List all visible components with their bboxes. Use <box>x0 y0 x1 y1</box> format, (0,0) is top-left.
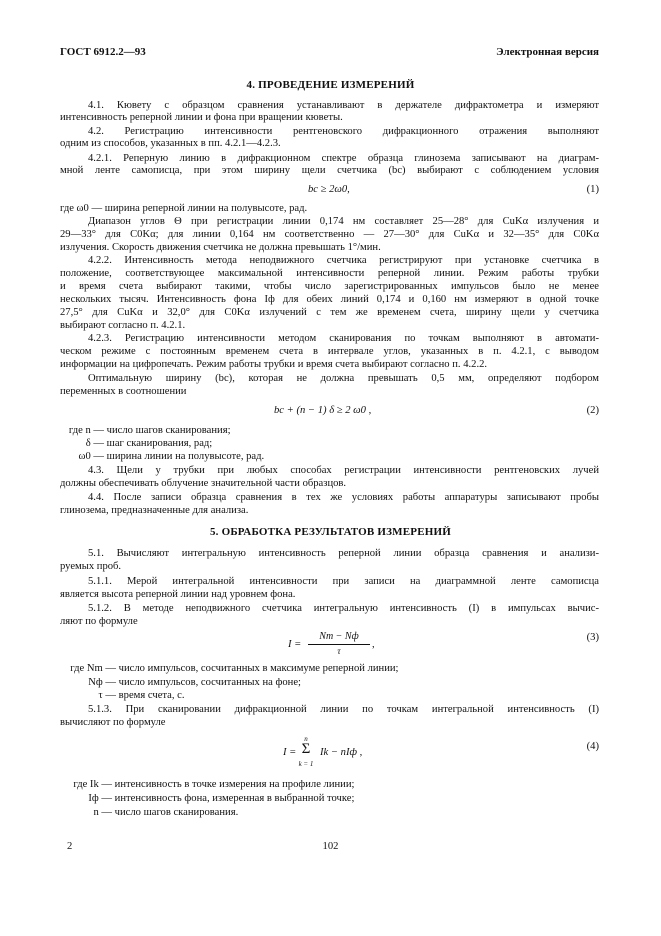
equation-3-where-nf: Nф — число импульсов, сосчитанных на фоне; <box>88 677 301 688</box>
para-4-3-line-2: должны обеспечивать облучение значительной части образцов. <box>60 478 347 489</box>
equation-4-where-n: n — число шагов сканирования. <box>93 807 239 818</box>
para-4-4-line-1: 4.4. После записи образца сравнения в тех же условиях работы аппаратуры записывают пробы <box>88 492 599 503</box>
equation-2-where-n: где n — число шагов сканирования; <box>68 425 231 436</box>
section-5-title: 5. ОБРАБОТКА РЕЗУЛЬТАТОВ ИЗМЕРЕНИЙ <box>209 526 452 538</box>
equation-3-denominator: τ <box>337 646 341 656</box>
para-4-2-2-line-3: и время счета выбирают такими, чтобы число зарегистрированных импульсов было не менее <box>60 281 599 292</box>
para-5-1-2-line-1: 5.1.2. В методе неподвижного счетчика интегральную интенсивность (I) в импульсах вычис- <box>88 603 599 614</box>
para-5-1-3-line-1: 5.1.3. При сканировании дифракционной линии по точкам интегральной интенсивность (I) <box>88 704 599 715</box>
para-5-1-2-line-2: ляют по формуле <box>60 616 138 627</box>
para-4-2-3-line-3: информации на цифропечать. Режим работы трубки и время счета выбирают согласно п. 4.2.2. <box>60 359 488 370</box>
equation-4-number: (4) <box>586 741 599 752</box>
equation-4-lhs: I = <box>283 747 297 758</box>
para-4-2-3-line-2: ческом режиме с постоянным временем счета в интервале углов, указанных в п. 4.2.1, с выводом <box>60 346 599 357</box>
para-4-2-line-1: 4.2. Регистрацию интенсивности рентгеновского дифракционного отражения выполняют <box>88 126 599 137</box>
equation-1: bc ≥ 2ω0, <box>308 184 350 195</box>
para-5-1-1-line-2: является высота реперной линии над уровнем фона. <box>60 589 296 600</box>
equation-4-rhs: Ik − nIф , <box>320 747 363 758</box>
para-5-1-line-2: руемых проб. <box>60 561 122 572</box>
document-code: ГОСТ 6912.2—93 <box>60 46 146 58</box>
range-line-3: излучения. Скорость движения счетчика не должна превышать 1°/мин. <box>60 242 381 253</box>
equation-3-where-nm: где Nm — число импульсов, сосчитанных в максимуме реперной линии; <box>70 663 399 674</box>
para-5-1-3-line-2: вычисляют по формуле <box>60 717 166 728</box>
para-4-1-line-2: интенсивность реперной линии и фона при вращении кюветы. <box>60 112 343 123</box>
equation-3-number: (3) <box>586 632 599 643</box>
page-number-left: 2 <box>67 841 73 852</box>
optimal-width-line-2: переменных в соотношении <box>60 386 187 397</box>
para-4-2-2-line-4: нескольких тысяч. Интенсивность фона Iф для обеих линий 0,174 и 0,160 нм измеряют в одной точке <box>60 294 599 305</box>
para-4-2-2-line-6: выбирают согласно п. 4.2.1. <box>60 320 186 331</box>
para-4-3-line-1: 4.3. Щели у трубки при любых способах регистрации интенсивности рентгеновских лучей <box>88 465 599 476</box>
para-5-1-1-line-1: 5.1.1. Мерой интегральной интенсивности при записи на диаграммной ленте самописца <box>88 576 599 587</box>
equation-4-where-if: Iф — интенсивность фона, измеренная в выбранной точке; <box>88 793 355 804</box>
para-4-2-line-2: одним из способов, указанных в пп. 4.2.1—4.2.3. <box>60 138 281 149</box>
range-line-2: 29—33° для C0Kα; для линии 0,164 нм соответственно — 27—30° для CuKα и 32—35° для C0Kα <box>60 229 599 240</box>
equation-2-where-omega: ω0 — ширина линии на полувысоте, рад. <box>78 451 265 462</box>
para-4-2-2-line-2: положение, соответствующее максимальной интенсивности реперной линии. Режим работы трубки <box>60 268 599 279</box>
range-line-1: Диапазон углов Θ при регистрации линии 0,174 нм составляет 25—28° для CuKα излучения и <box>88 216 599 227</box>
page-number-center: 102 <box>322 841 339 852</box>
para-4-4-line-2: глинозема, предназначенные для анализа. <box>60 505 249 516</box>
equation-3-lhs: I = <box>288 639 302 650</box>
equation-3-where-tau: τ — время счета, с. <box>98 690 185 701</box>
equation-4-sum-sign: Σ <box>301 741 311 757</box>
equation-3-comma: , <box>372 639 375 650</box>
para-4-1-line-1: 4.1. Кювету с образцом сравнения устанавливают в держателе дифрактометра и измеряют <box>88 100 599 111</box>
equation-3-numerator: Nm − Nф <box>319 631 359 642</box>
equation-2-where-delta: δ — шаг сканирования, рад; <box>85 438 213 449</box>
para-4-2-2-line-1: 4.2.2. Интенсивность метода неподвижного счетчика регистрируют при установке счетчика в <box>88 255 599 266</box>
equation-2-number: (2) <box>586 405 599 416</box>
edition-label: Электронная версия <box>496 46 599 58</box>
equation-4-where-ik: где Ik — интенсивность в точке измерения на профиле линии; <box>73 779 355 790</box>
equation-1-where: где ω0 — ширина реперной линии на полувысоте, рад. <box>60 203 308 214</box>
para-4-2-1-line-1: 4.2.1. Реперную линию в дифракционном спектре образца глинозема записывают на диаграм- <box>88 153 599 164</box>
equation-2: bc + (n − 1) δ ≥ 2 ω0 , <box>274 405 372 416</box>
equation-4-sum-lower: k = 1 <box>298 760 314 768</box>
section-4-title: 4. ПРОВЕДЕНИЕ ИЗМЕРЕНИЙ <box>246 79 415 91</box>
para-4-2-1-line-2: мной ленте самописца, при этом ширину щели счетчика (bc) выбирают с соблюдением условия <box>60 165 599 176</box>
para-4-2-2-line-5: 27,5° для CuKα и 32,0° для C0Kα излучений с тем же временем счета, ширину щели у счетчика <box>60 307 599 318</box>
para-5-1-line-1: 5.1. Вычисляют интегральную интенсивность реперной линии образца сравнения и анализи- <box>88 548 599 559</box>
equation-4-sum-upper: n <box>304 735 308 743</box>
equation-1-number: (1) <box>586 184 599 195</box>
optimal-width-line-1: Оптимальную ширину (bc), которая не должна превышать 0,5 мм, определяют подбором <box>88 373 599 384</box>
para-4-2-3-line-1: 4.2.3. Регистрацию интенсивности методом сканирования по точкам выполняют в автомати- <box>88 333 599 344</box>
